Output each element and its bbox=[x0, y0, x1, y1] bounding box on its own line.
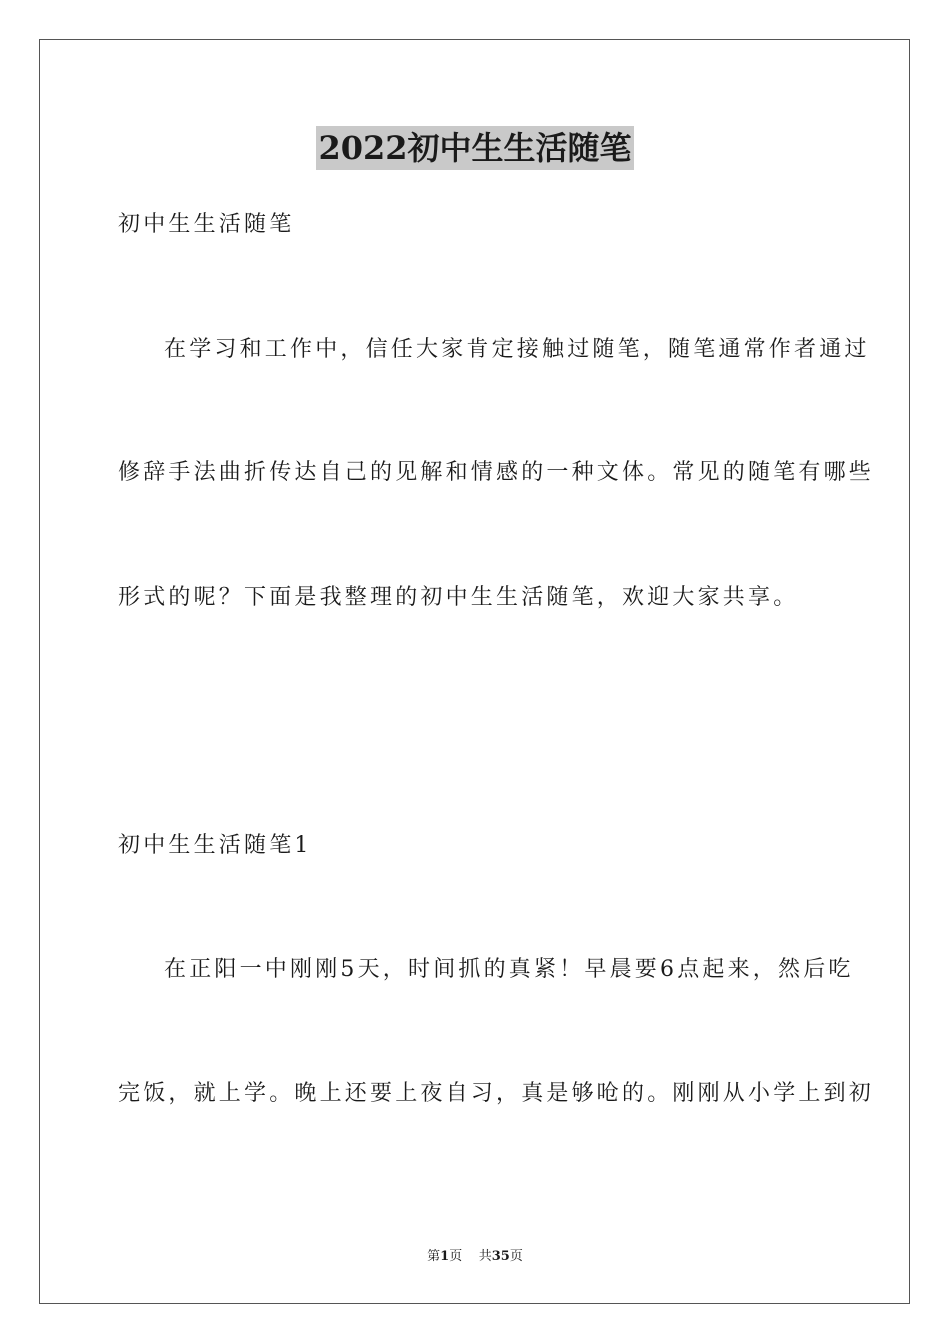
footer-total-suffix: 页 bbox=[509, 1249, 523, 1264]
page-footer bbox=[0, 1249, 950, 1265]
document-title: 2022初中生生活随笔 bbox=[316, 126, 633, 170]
title-container bbox=[0, 126, 950, 170]
subtitle: 初中生生活随笔 bbox=[118, 212, 295, 237]
section-line-2: 完饭，就上学。晚上还要上夜自习，真是够呛的。刚刚从小学上到初 bbox=[118, 1081, 875, 1106]
section-line-1: 在正阳一中刚刚5天，时间抓的真紧！早晨要6点起来，然后吃 bbox=[164, 957, 854, 982]
footer-page-suffix: 页 bbox=[449, 1249, 463, 1264]
footer-total-pages: 35 bbox=[491, 1249, 510, 1264]
intro-line-1: 在学习和工作中，信任大家肯定接触过随笔，随笔通常作者通过 bbox=[164, 337, 870, 362]
footer-total-prefix: 共 bbox=[478, 1249, 492, 1264]
intro-line-2: 修辞手法曲折传达自己的见解和情感的一种文体。常见的随笔有哪些 bbox=[118, 460, 875, 485]
footer-page-prefix: 第 bbox=[427, 1249, 441, 1264]
footer-page-number: 1 bbox=[440, 1249, 450, 1264]
section-heading: 初中生生活随笔1 bbox=[118, 833, 312, 858]
intro-line-3: 形式的呢？下面是我整理的初中生生活随笔，欢迎大家共享。 bbox=[118, 585, 799, 610]
